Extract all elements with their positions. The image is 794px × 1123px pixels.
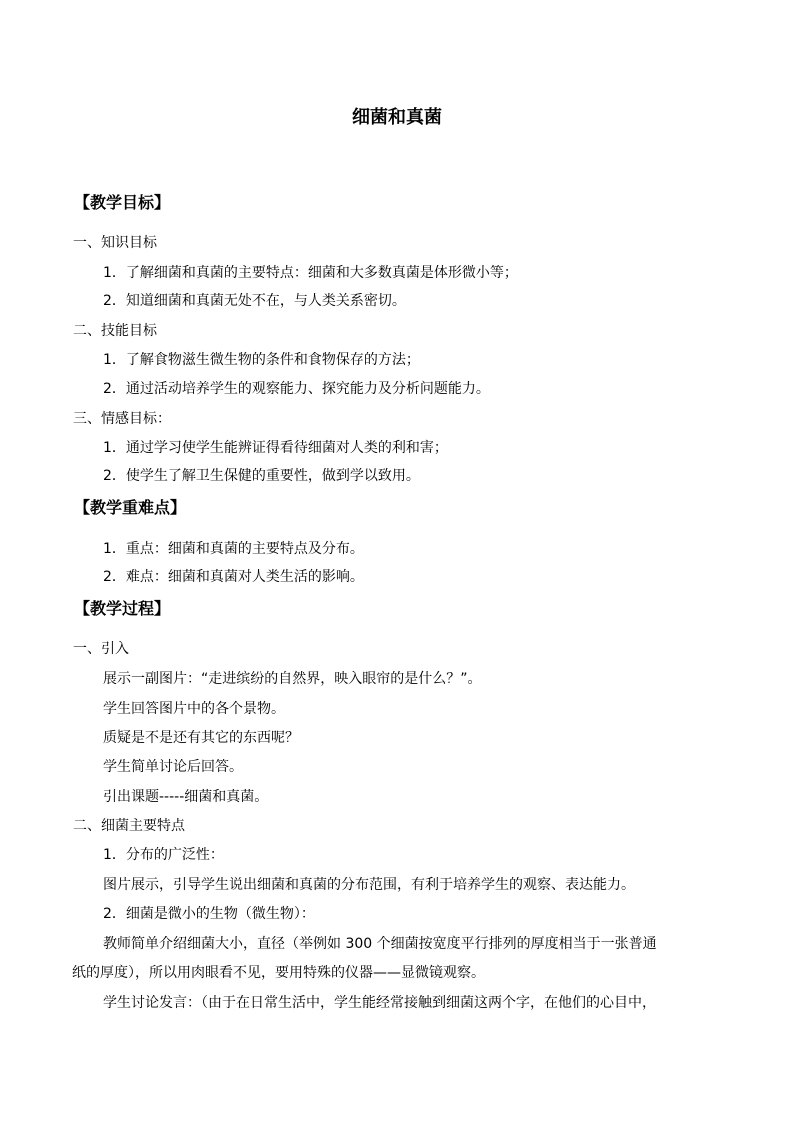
paragraph-line: 学生讨论发言：（由于在日常生活中，学生能经常接触到细菌这两个字，在他们的心目中， bbox=[103, 995, 656, 1011]
list-item: 2．细菌是微小的生物（微生物）： bbox=[103, 906, 315, 922]
list-item: 1．通过学习使学生能辨证得看待细菌对人类的利和害； bbox=[103, 440, 448, 456]
list-item: 1．了解细菌和真菌的主要特点：细菌和大多数真菌是体形微小等； bbox=[103, 265, 518, 281]
paragraph-line: 学生回答图片中的各个景物。 bbox=[103, 701, 285, 717]
subheading-bacteria-features: 二、细菌主要特点 bbox=[73, 818, 185, 834]
list-item: 1．了解食物滋生微生物的条件和食物保存的方法； bbox=[103, 352, 420, 368]
paragraph-line: 纸的厚度），所以用肉眼看不见，要用特殊的仪器——显微镜观察。 bbox=[72, 965, 485, 981]
list-item: 2．知道细菌和真菌无处不在，与人类关系密切。 bbox=[103, 293, 406, 309]
subheading-knowledge-goals: 一、知识目标 bbox=[73, 235, 157, 251]
paragraph-line: 引出课题-----细菌和真菌。 bbox=[103, 789, 269, 805]
paragraph-line: 学生简单讨论后回答。 bbox=[103, 759, 243, 775]
subheading-emotion-goals: 三、情感目标： bbox=[73, 411, 171, 427]
subheading-skill-goals: 二、技能目标 bbox=[73, 323, 157, 339]
list-item: 2．难点：细菌和真菌对人类生活的影响。 bbox=[103, 569, 364, 585]
section-heading-teaching-process: 【教学过程】 bbox=[74, 599, 171, 618]
list-item: 2．通过活动培养学生的观察能力、探究能力及分析问题能力。 bbox=[103, 381, 490, 397]
subheading-introduction: 一、引入 bbox=[73, 641, 129, 657]
section-heading-teaching-goals: 【教学目标】 bbox=[74, 193, 171, 212]
list-item: 2．使学生了解卫生保健的重要性，做到学以致用。 bbox=[103, 468, 420, 484]
page-title: 细菌和真菌 bbox=[352, 107, 442, 128]
section-heading-key-points: 【教学重难点】 bbox=[74, 498, 187, 517]
list-item: 1．分布的广泛性： bbox=[103, 847, 224, 863]
paragraph-line: 质疑是不是还有其它的东西呢？ bbox=[103, 730, 299, 746]
list-item: 1．重点：细菌和真菌的主要特点及分布。 bbox=[103, 541, 364, 557]
paragraph-line: 图片展示，引导学生说出细菌和真菌的分布范围，有利于培养学生的观察、表达能力。 bbox=[103, 877, 635, 893]
paragraph-line: 展示一副图片：“走进缤纷的自然界，映入眼帘的是什么？”。 bbox=[103, 671, 482, 687]
paragraph-line: 教师简单介绍细菌大小，直径（举例如 300 个细菌按宽度平行排列的厚度相当于一张普通 bbox=[103, 936, 657, 952]
